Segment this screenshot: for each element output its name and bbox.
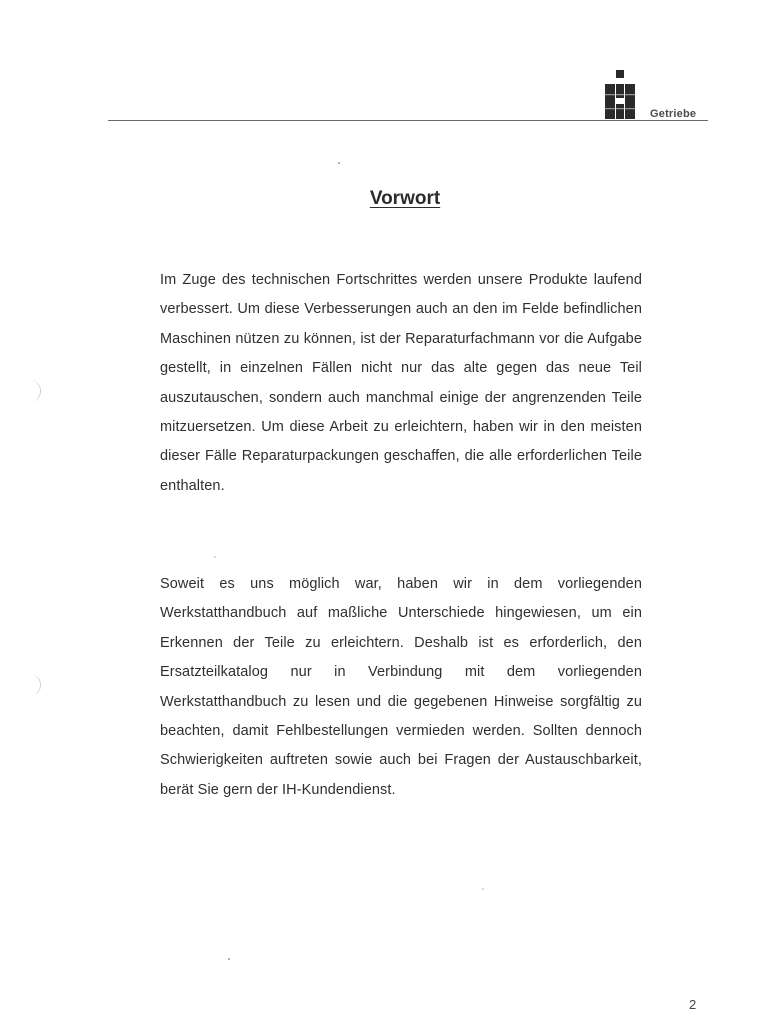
scan-speck <box>338 162 340 164</box>
paragraph-2: Soweit es uns möglich war, haben wir in dem vorliegenden Werkstatthandbuch auf maßliche Unterschiede hingewiesen, um ein Erkennen der Teile zu erleichtern. Deshalb ist es erforderlich, den Ersatzteilkatalog nur in Verbindung mit dem vorliegenden Werkstatthandbuch zu lesen und die gegebenen Hinweise sorgfältig zu beachten, damit Fehlbestellungen vermieden werden. Sollten dennoch Schwierigkeiten auftreten sowie auch bei Fragen der Austauschbarkeit, berät Sie gern der IH-Kundendienst. <box>160 576 642 798</box>
scan-speck <box>228 958 230 960</box>
page-title: Vorwort <box>369 188 441 209</box>
page-number: 2 <box>689 997 697 1012</box>
scan-speck <box>482 888 484 890</box>
paragraph-1: Im Zuge des technischen Fortschrittes werden unsere Produkte laufend verbessert. Um diese Verbesserungen auch an den im Felde befindlichen Maschinen nützen zu können, ist der Reparaturfachmann vor die Aufgabe gestellt, in einzelnen Fällen nicht nur das alte gegen das neue Teil auszutauschen, sondern auch manchmal einige der angrenzenden Teile mitzuersetzen. Um diese Arbeit zu erleichtern, haben wir in den meisten dieser Fälle Reparaturpackungen geschaffen, die alle erforderlichen Teile enthalten. <box>160 272 642 494</box>
ih-logo-icon <box>602 70 638 120</box>
section-label: Getriebe <box>650 108 697 120</box>
punch-hole-mark <box>30 674 41 696</box>
scan-speck <box>214 556 216 558</box>
header-divider <box>108 120 708 121</box>
punch-hole-mark <box>30 380 41 402</box>
